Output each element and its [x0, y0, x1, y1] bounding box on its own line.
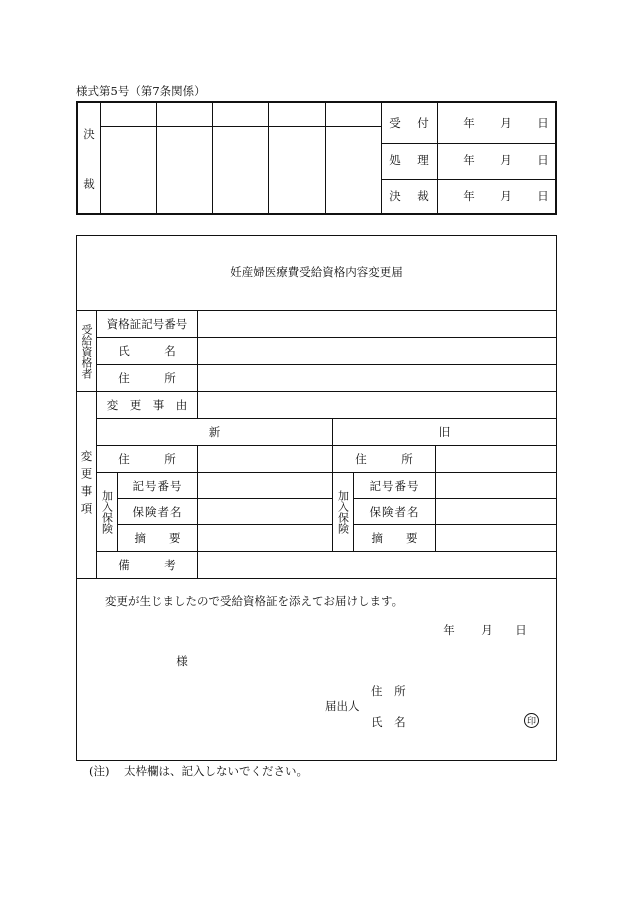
form-title: 妊産婦医療費受給資格内容変更届 [230, 265, 403, 279]
note-text: 太枠欄は、記入しないでください。 [124, 764, 308, 778]
recipient-address-field[interactable] [199, 366, 555, 390]
addressee-suffix: 様 [176, 654, 188, 668]
old-insurer-name-label: 保険者名 [369, 504, 420, 519]
recipient-label: 受給資格者 [80, 323, 93, 379]
old-insurer-name-field[interactable] [437, 500, 555, 523]
old-insurance-number-label: 記号番号 [369, 478, 420, 493]
new-insurance-label: 加入保険 [100, 490, 114, 534]
approval-row-3-label-b: 裁 [417, 189, 429, 203]
form-number: 様式第5号（第7条関係） [76, 84, 206, 98]
old-address-label: 住 所 [355, 452, 413, 466]
certificate-number-label: 資格証記号番号 [106, 317, 188, 331]
recipient-address-label: 住 所 [118, 371, 176, 385]
approval-row-2-month: 月 [500, 153, 512, 167]
approval-row-2-day: 日 [537, 153, 549, 167]
recipient-name-label: 氏 名 [118, 344, 176, 358]
applicant-name-label: 氏 名 [371, 715, 410, 729]
approval-box [76, 101, 557, 215]
new-insurer-name-label: 保険者名 [132, 504, 183, 519]
new-insurance-number-field[interactable] [199, 474, 330, 497]
new-insurer-name-field[interactable] [199, 500, 330, 523]
remarks-field[interactable] [199, 553, 555, 577]
approval-row-1-day: 日 [537, 116, 549, 130]
change-items-label: 変更事項 [79, 450, 94, 520]
approval-row-1-label-b: 付 [417, 116, 429, 130]
new-insurance-summary-field[interactable] [199, 526, 330, 550]
change-reason-label: 変 更 事 由 [106, 398, 188, 412]
old-insurance-summary-label: 摘 要 [371, 531, 418, 545]
old-insurance-label: 加入保険 [336, 490, 350, 534]
applicant-label: 届出人 [325, 699, 360, 713]
recipient-name-field[interactable] [199, 339, 555, 363]
approval-row-1-year: 年 [463, 116, 475, 130]
seal-icon: 印 [524, 713, 539, 728]
approval-row-2-label-a: 処 [389, 153, 401, 167]
approval-label-top: 決 [83, 127, 95, 141]
applicant-address-label: 住 所 [371, 684, 410, 698]
old-insurance-number-field[interactable] [437, 474, 555, 497]
new-insurance-summary-label: 摘 要 [134, 531, 181, 545]
approval-row-1-month: 月 [500, 116, 512, 130]
old-header: 旧 [438, 425, 451, 439]
declaration-date-year: 年 [443, 623, 455, 637]
new-insurance-number-label: 記号番号 [132, 478, 183, 493]
approval-row-3-year: 年 [463, 189, 475, 203]
approval-row-3-label-a: 決 [389, 189, 401, 203]
certificate-number-field[interactable] [199, 312, 555, 336]
declaration-date-month: 月 [481, 623, 493, 637]
old-insurance-summary-field[interactable] [437, 526, 555, 550]
approval-row-2-year: 年 [463, 153, 475, 167]
approval-row-3-month: 月 [500, 189, 512, 203]
new-header: 新 [208, 425, 221, 439]
remarks-label: 備 考 [118, 558, 176, 572]
old-address-field[interactable] [437, 447, 555, 471]
approval-label-bottom: 裁 [83, 177, 95, 191]
approval-row-2-label-b: 理 [417, 153, 429, 167]
new-address-field[interactable] [199, 447, 330, 471]
declaration-date-day: 日 [515, 623, 527, 637]
approval-row-3-day: 日 [537, 189, 549, 203]
change-reason-field[interactable] [199, 393, 555, 417]
new-address-label: 住 所 [118, 452, 176, 466]
approval-row-1-label-a: 受 [389, 116, 401, 130]
note-label: (注) [89, 764, 110, 778]
declaration-statement: 変更が生じましたので受給資格証を添えてお届けします。 [105, 594, 404, 608]
